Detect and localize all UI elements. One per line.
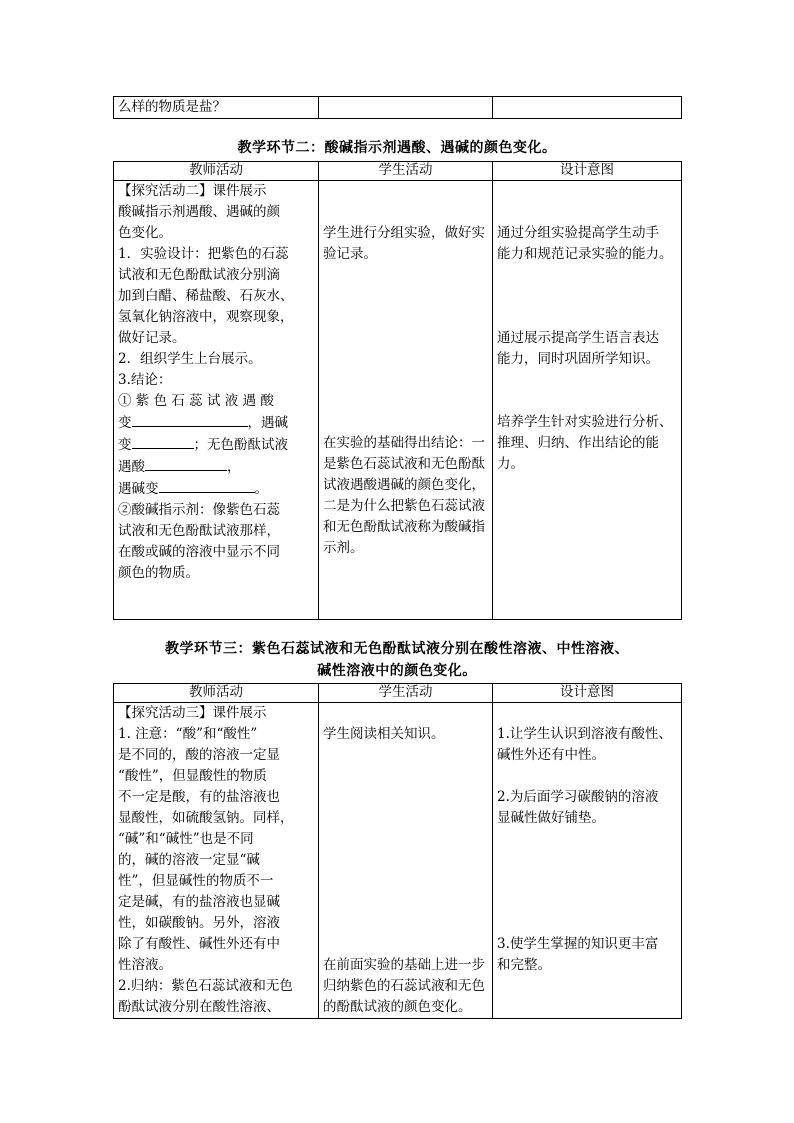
s2-blank-line-3 [118, 456, 314, 478]
s3-teacher-line: 不一定是酸，有的盐溶液也 [118, 789, 280, 805]
section3-student-cell [319, 703, 493, 1019]
s3-student-line: 学生阅读相关知识。 [323, 726, 445, 742]
section2-teacher-cell [114, 181, 319, 620]
s2-text: ；无色酚酞试液 [193, 437, 288, 453]
s3-student-line: 在前面实验的基础上进一步 [323, 957, 485, 973]
fill-blank [132, 412, 248, 427]
s2-teacher-line: 试液和无色酚酞试液那样， [118, 523, 280, 539]
s2-teacher-line: 酸碱指示剂遇酸、遇碱的颜 [118, 204, 280, 220]
s3-teacher-line: 2.归纳：紫色石蕊试液和无色 [118, 978, 293, 994]
s2-blank-line-1 [118, 412, 314, 434]
s2-teacher-line: 试液和无色酚酞试液分别滴 [118, 267, 280, 283]
s3-teacher-line: “酸性”，但显酸性的物质 [118, 768, 267, 784]
s3-teacher-line: 定是碱，有的盐溶液也显碱 [118, 894, 280, 910]
s2-intent-line: 力。 [497, 456, 524, 472]
s3-teacher-line: “碱”和“碱性”也是不同 [118, 831, 254, 847]
s2-student-line: 在实验的基础得出结论：一 [323, 435, 485, 451]
top-row-teacher-cell [114, 97, 319, 119]
s3-teacher-line: 的，碱的溶液一定显“碱 [118, 852, 260, 868]
s3-teacher-line: 性，如碳酸钠。另外，溶液 [118, 915, 280, 931]
s2-intent-line: 能力和规范记录实验的能力。 [497, 246, 673, 262]
s3-teacher-line: 酚酞试液分别在酸性溶液、 [118, 999, 280, 1015]
s3-intent-line: 1.让学生认识到溶液有酸性、 [497, 726, 672, 742]
s2-teacher-line: ① 紫 色 石 蕊 试 液 遇 酸 [118, 393, 274, 409]
s2-teacher-line: 【探究活动二】课件展示 [118, 183, 267, 199]
s3-intent-line: 显碱性做好铺垫。 [497, 810, 605, 826]
header-student: 学生活动 [319, 684, 493, 703]
section3-teacher-cell [114, 703, 319, 1019]
s2-intent-line: 推理、归纳、作出结论的能 [497, 435, 659, 451]
s3-intent-line: 3.使学生掌握的知识更丰富 [497, 936, 659, 952]
s2-blank-line-2 [118, 434, 314, 456]
s2-text: 遇酸 [118, 459, 145, 475]
section2-title: 教学环节二：酸碱指示剂遇酸、遇碱的颜色变化。 [237, 140, 557, 156]
s2-teacher-line: 2．组织学生上台展示。 [118, 351, 262, 367]
header-intent: 设计意图 [493, 684, 682, 703]
s3-teacher-line: 【探究活动三】课件展示 [118, 705, 267, 721]
s2-student-line: 是紫色石蕊试液和无色酚酞 [323, 456, 485, 472]
s2-text: ， [227, 459, 241, 475]
fill-blank [145, 456, 227, 471]
header-teacher: 教师活动 [114, 684, 319, 703]
s2-teacher-line: 颜色的物质。 [118, 565, 199, 581]
s2-teacher-line: 氢氧化钠溶液中，观察现象， [118, 309, 294, 325]
s2-intent-line: 通过展示提高学生语言表达 [497, 330, 659, 346]
s2-intent-line: 能力，同时巩固所学知识。 [497, 351, 659, 367]
s3-teacher-line: 性”，但显碱性的物质不一 [118, 873, 274, 889]
section3-title-line-2: 碱性溶液中的颜色变化。 [317, 663, 477, 679]
header-student: 学生活动 [319, 162, 493, 181]
s2-intent-line: 培养学生针对实验进行分析、 [497, 414, 673, 430]
s3-teacher-line: 除了有酸性、碱性外还有中 [118, 936, 280, 952]
section2-header-row [114, 162, 682, 181]
s3-teacher-line: 1. 注意：“酸”和“酸性” [118, 726, 258, 742]
header-teacher: 教师活动 [114, 162, 319, 181]
s2-student-line: 验记录。 [323, 246, 377, 262]
s2-student-line: 试液遇酸遇碱的颜色变化， [323, 477, 485, 493]
section2-intent-cell [493, 181, 682, 620]
section3-header-row [114, 684, 682, 703]
s2-intent-line: 通过分组实验提高学生动手 [497, 225, 659, 241]
s2-teacher-line: ②酸碱指示剂：像紫色石蕊 [118, 502, 280, 518]
s2-teacher-line: 3.结论： [118, 372, 172, 388]
s2-teacher-line: 做好记录。 [118, 330, 186, 346]
s3-intent-line: 和完整。 [497, 957, 551, 973]
section3-title-line-1: 教学环节三：紫色石蕊试液和无色酚酞试液分别在酸性溶液、中性溶液、 [165, 641, 629, 657]
fill-blank [132, 434, 194, 449]
s2-teacher-line: 色变化。 [118, 225, 172, 241]
fill-blank [159, 478, 255, 493]
section2-student-cell [319, 181, 493, 620]
s2-text: 。 [254, 481, 268, 497]
s3-teacher-line: 显酸性，如硫酸氢钠。同样， [118, 810, 294, 826]
s3-teacher-line: 是不同的，酸的溶液一定显 [118, 747, 280, 763]
top-row-text: 么样的物质是盐？ [118, 99, 226, 115]
s2-text: 变 [118, 437, 132, 453]
s3-student-line: 归纳紫色的石蕊试液和无色 [323, 978, 485, 994]
s2-student-line: 示剂。 [323, 540, 364, 556]
section2-body-row [114, 181, 682, 620]
s3-intent-line: 2.为后面学习碳酸钠的溶液 [497, 789, 659, 805]
s2-text: 变 [118, 415, 132, 431]
section2-table [113, 161, 682, 620]
s2-teacher-line: 加到白醋、稀盐酸、石灰水、 [118, 288, 294, 304]
s2-student-line: 二是为什么把紫色石蕊试液 [323, 498, 485, 514]
section3-table [113, 683, 682, 1019]
top-row-intent-cell [493, 97, 682, 119]
section3-body-row [114, 703, 682, 1019]
section3-intent-cell [493, 703, 682, 1019]
header-intent: 设计意图 [493, 162, 682, 181]
s3-student-line: 的酚酞试液的颜色变化。 [323, 999, 472, 1015]
s2-blank-line-4 [118, 478, 314, 500]
s2-student-line: 学生进行分组实验，做好实 [323, 225, 485, 241]
top-table-fragment [113, 96, 682, 119]
s3-intent-line: 碱性外还有中性。 [497, 747, 605, 763]
s2-teacher-line: 在酸或碱的溶液中显示不同 [118, 544, 280, 560]
s2-student-line: 和无色酚酞试液称为酸碱指 [323, 519, 485, 535]
s2-teacher-line: 1．实验设计：把紫色的石蕊 [118, 246, 289, 262]
s3-teacher-line: 性溶液。 [118, 957, 172, 973]
s2-text: ，遇碱 [247, 415, 288, 431]
s2-text: 遇碱变 [118, 481, 159, 497]
top-row-student-cell [319, 97, 493, 119]
